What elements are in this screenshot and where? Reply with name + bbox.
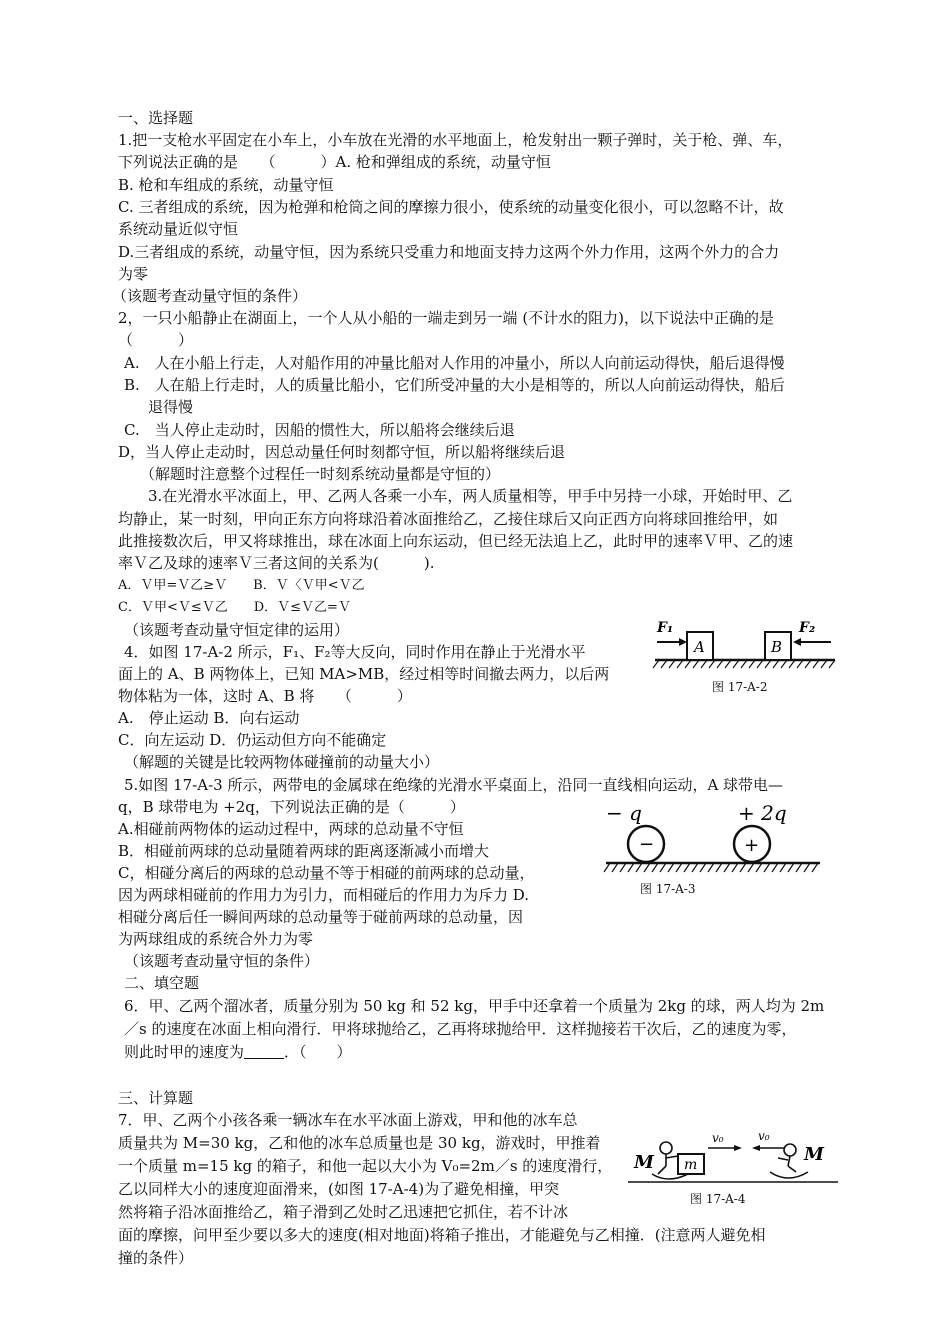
section-title-fill: 二、填空题	[124, 974, 200, 992]
q4-note: （解题的关键是比较两物体碰撞前的动量大小）	[124, 753, 440, 771]
answer-blank[interactable]	[244, 1044, 284, 1059]
right-ball-charge: + 2q	[738, 801, 787, 825]
left-ball-charge: − q	[606, 801, 642, 825]
q7-stem-line2: 质量共为 M=30 kg，乙和他的冰车总质量也是 30 kg，游戏时，甲推着	[118, 1134, 601, 1152]
q1-note: （该题考查动量守恒的条件）	[112, 287, 308, 305]
q5-option-d-line2: 为两球组成的系统合外力为零	[118, 930, 314, 948]
q2-stem-line1: 2，一只小船静止在湖面上，一个人从小船的一端走到另一端 (不计水的阻力)，以下说法中正确的是	[118, 309, 775, 327]
q5-note: （该题考查动量守恒的条件）	[124, 952, 320, 970]
right-velocity-label: v₀	[758, 1129, 770, 1143]
q3-stem-line4: 率Ｖ乙及球的速率Ｖ三者这间的关系为( ).	[118, 554, 435, 572]
figure-17-A-4	[628, 1128, 838, 1192]
q2-option-b-line2: 退得慢	[148, 398, 194, 416]
box-label: m	[684, 1157, 698, 1173]
q5-stem-line2: q，B 球带电为 +2q，下列说法正确的是（ ）	[118, 798, 465, 816]
left-ball-sign: −	[639, 834, 655, 855]
q4-options-ab: A. 停止运动 B．向右运动	[118, 709, 300, 727]
q1-option-c-line2: 系统动量近似守恒	[118, 220, 239, 238]
q1-stem-line1: 1.把一支枪水平固定在小车上，小车放在光滑的水平地面上，枪发射出一颗子弹时，关于枪、弹、车，	[118, 131, 793, 149]
q3-options-ab: A．Ｖ甲=Ｖ乙≥Ｖ B．Ｖ〈Ｖ甲<Ｖ乙	[118, 578, 365, 593]
q6-stem-line3-suffix: ．（ ）	[284, 1043, 352, 1061]
q6-stem-line3	[124, 1042, 352, 1062]
q2-stem-line2: （ ）	[118, 331, 194, 349]
q4-stem-line2: 面上的 A、B 两物体上，已知 MA>MB，经过相等时间撤去两力，以后两	[118, 665, 610, 683]
q5-option-c-line2: 因为两球相碰前的作用力为引力，而相碰后的作用力为斥力 D.	[118, 886, 530, 904]
q7-stem-line4: 乙以同样大小的速度迎面滑来，(如图 17-A-4)为了避免相撞，甲突	[118, 1180, 560, 1198]
q7-stem-line3: 一个质量 m=15 kg 的箱子，和他一起以大小为 V₀=2m／s 的速度滑行，	[118, 1157, 613, 1175]
q4-stem-line1: 4．如图 17-A-2 所示，F₁、F₂等大反向，同时作用在静止于光滑水平	[124, 643, 586, 661]
q2-option-c: C. 当人停止走动时，因船的惯性大，所以船将会继续后退	[124, 421, 515, 439]
block-b-label: B	[771, 638, 783, 656]
figure-17-A-3	[598, 800, 828, 890]
q2-option-b-line1: B. 人在船上行走时，人的质量比船小，它们所受冲量的大小是相等的，所以人向前运动得快，船后	[124, 376, 785, 394]
q6-stem-line2: ／s 的速度在冰面上相向滑行．甲将球抛给乙，乙再将球抛给甲．这样抛接若干次后，乙的速度为零，	[124, 1020, 797, 1038]
left-velocity-label: v₀	[712, 1131, 724, 1145]
q5-option-b: B．相碰前两球的总动量随着两球的距离逐渐减小而增大	[118, 842, 490, 860]
q6-stem-line3-prefix: 则此时甲的速度为	[124, 1043, 245, 1061]
q3-stem-line3: 此推接数次后，甲又将球推出，球在冰面上向东运动，但已经无法追上乙，此时甲的速率Ｖ甲、乙的速	[118, 532, 794, 550]
q4-options-cd: C．向左运动 D．仍运动但方向不能确定	[118, 731, 387, 749]
q3-note: （该题考查动量守恒定律的运用）	[124, 621, 350, 639]
right-mass-label: M	[804, 1144, 824, 1165]
q1-option-c-line1: C. 三者组成的系统，因为枪弹和枪筒之间的摩擦力很小，使系统的动量变化很小，可以忽略不计，故	[118, 198, 784, 216]
q1-option-d-line1: D.三者组成的系统，动量守恒，因为系统只受重力和地面支持力这两个外力作用，这两个外力的合力	[118, 243, 780, 261]
right-ball-sign: +	[744, 835, 760, 856]
q1-option-b: B. 枪和车组成的系统，动量守恒	[118, 176, 334, 194]
force-f2-label: F₂	[799, 620, 816, 636]
q7-stem-line7: 撞的条件）	[118, 1249, 194, 1267]
q7-stem-line6: 面的摩擦，问甲至少要以多大的速度(相对地面)将箱子推出，才能避免与乙相撞．(注意两人避免相	[118, 1226, 766, 1244]
q5-stem-line1: 5.如图 17-A-3 所示，两带电的金属球在绝缘的光滑水平桌面上，沿同一直线相向运动，A 球带电—	[124, 776, 784, 794]
q1-option-d-line2: 为零	[118, 265, 149, 283]
q5-option-d-line1: 相碰分离后任一瞬间两球的总动量等于碰前两球的总动量，因	[118, 908, 524, 926]
q7-stem-line5: 然将箱子沿冰面推给乙，箱子滑到乙处时乙迅速把它抓住，若不计冰	[118, 1203, 569, 1221]
q3-stem-line2: 均静止，某一时刻，甲向正东方向将球沿着冰面推给乙，乙接住球后又向正西方向将球回推给甲，如	[118, 510, 779, 528]
q1-stem-line2: 下列说法正确的是 （ ）A. 枪和弹组成的系统，动量守恒	[118, 153, 551, 171]
q3-stem-line1: 3.在光滑水平冰面上，甲、乙两人各乘一小车，两人质量相等，甲手中另持一小球，开始时甲、乙	[148, 487, 793, 505]
section-title-calc: 三、计算题	[118, 1089, 194, 1107]
q7-stem-line1: 7．甲、乙两个小孩各乘一辆冰车在水平冰面上游戏，甲和他的冰车总	[118, 1111, 578, 1129]
q2-note: （解题时注意整个过程任一时刻系统动量都是守恒的）	[140, 465, 501, 483]
force-f1-label: F₁	[657, 620, 674, 636]
figure-17-A-2-caption: 图 17-A-2	[712, 680, 768, 694]
q2-option-a: A. 人在小船上行走，人对船作用的冲量比船对人作用的冲量小，所以人向前运动得快，船后退得慢	[124, 354, 785, 372]
left-mass-label: M	[634, 1152, 654, 1173]
q5-option-a: A.相碰前两物体的运动过程中，两球的总动量不守恒	[118, 820, 464, 838]
q6-stem-line1: 6．甲、乙两个溜冰者，质量分别为 50 kg 和 52 kg，甲手中还拿着一个质量为 2kg 的球，两人均为 2m	[124, 997, 825, 1015]
q2-option-d: D，当人停止走动时，因总动量任何时刻都守恒，所以船将继续后退	[118, 443, 566, 461]
q4-stem-line3: 物体粘为一体，这时 A、B 将 （ ）	[118, 687, 412, 705]
section-title-choice: 一、选择题	[118, 109, 194, 127]
right-child-icon	[770, 1144, 808, 1178]
q3-options-cd: C．Ｖ甲<Ｖ≤Ｖ乙 D．Ｖ≤Ｖ乙=Ｖ	[118, 600, 351, 615]
block-a-label: A	[694, 638, 705, 656]
q5-option-c-line1: C，相碰分离后的两球的总动量不等于相碰的前两球的总动量，	[118, 864, 535, 882]
figure-17-A-3-caption: 图 17-A-3	[640, 882, 696, 896]
figure-17-A-4-caption: 图 17-A-4	[690, 1192, 746, 1206]
